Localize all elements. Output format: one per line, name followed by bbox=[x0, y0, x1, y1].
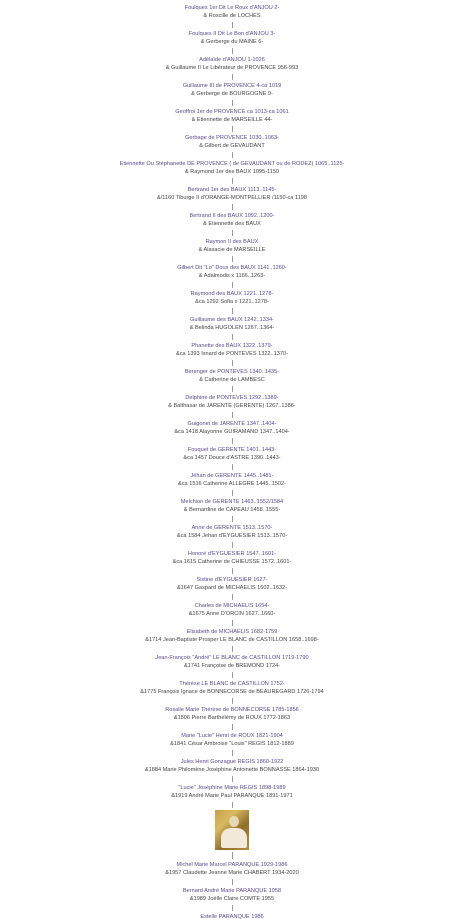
generation-block bbox=[0, 264, 464, 280]
descent-connector bbox=[232, 542, 233, 548]
ancestor-name-link[interactable]: Sixtine d'EYGUESIER 1627- bbox=[196, 577, 268, 583]
ancestor-name-link[interactable]: Honoré d'EYGUESIER 1547..1601- bbox=[187, 551, 277, 557]
descent-connector bbox=[232, 256, 233, 262]
generation-block bbox=[0, 680, 464, 696]
ancestor-name-link[interactable]: Anne de GERENTE 1513..1570- bbox=[191, 525, 273, 531]
generation-block bbox=[0, 861, 464, 877]
descent-connector bbox=[232, 905, 233, 911]
descent-connector bbox=[232, 724, 233, 730]
descent-connector bbox=[232, 672, 233, 678]
generation-block bbox=[0, 56, 464, 72]
spouse-line: &1989 Joëlle Claire COMTE 1955 bbox=[189, 896, 275, 902]
spouse-line: &ca 1615 Catherine de CHIEUSSE 1572..1601- bbox=[172, 559, 292, 565]
descent-connector bbox=[232, 48, 233, 54]
generation-block bbox=[0, 160, 464, 176]
ancestor-name-link[interactable]: Melchion de GERENTE 1463..1552/1584 bbox=[180, 499, 284, 505]
generation-block bbox=[0, 524, 464, 540]
generation-block bbox=[0, 394, 464, 410]
descent-connector bbox=[232, 490, 233, 496]
ancestor-name-link[interactable]: Adélaïde d'ANJOU 1-1026 bbox=[199, 57, 265, 63]
spouse-line: & Gerberge du MAINE 6- bbox=[200, 39, 264, 45]
generation-block bbox=[0, 472, 464, 488]
descent-connector bbox=[232, 126, 233, 132]
descent-connector bbox=[232, 776, 233, 782]
ancestor-name-link[interactable]: Fouquet de GERENTE 1401..1443- bbox=[187, 447, 277, 453]
spouse-line: & Belinda HUGOLEN 1267..1364- bbox=[189, 325, 275, 331]
descent-connector bbox=[232, 568, 233, 574]
descent-connector bbox=[232, 879, 233, 885]
spouse-line: & Balthasar de JARENTE (GERENTE) 1267..1386- bbox=[168, 403, 296, 409]
generation-block bbox=[0, 342, 464, 358]
generation-block bbox=[0, 784, 464, 800]
generation-block bbox=[0, 576, 464, 592]
spouse-line: &ca 1457 Douce d'ASTRE 1390..1443- bbox=[183, 455, 281, 461]
descent-connector bbox=[232, 334, 233, 340]
ancestor-name-link[interactable]: Bertrand 1er des BAUX 1113..1145- bbox=[187, 187, 277, 193]
descent-connector bbox=[232, 152, 233, 158]
spouse-line: & Gilbert de GEVAUDANT bbox=[199, 143, 265, 149]
ancestor-name-link[interactable]: Jéhan de GERENTE 1445..1481- bbox=[190, 473, 274, 479]
generation-block bbox=[0, 498, 464, 514]
descent-connector bbox=[232, 750, 233, 756]
descent-connector bbox=[232, 620, 233, 626]
descent-connector bbox=[232, 308, 233, 314]
ancestor-name-link[interactable]: Jean-François "André" LE BLANC de CASTILLON 1719-1790 bbox=[155, 655, 309, 661]
ancestor-name-link[interactable]: Michel Marie Marcel PARANQUE 1929-1986 bbox=[176, 862, 288, 868]
generation-block bbox=[0, 290, 464, 306]
generation-block bbox=[0, 706, 464, 722]
spouse-line: &ca 1418 Alayonne GUIRAMAND 1347..1404- bbox=[174, 429, 290, 435]
spouse-line: &ca 1516 Catherine ALLEGRE 1445..1502- bbox=[178, 481, 286, 487]
generation-block bbox=[0, 4, 464, 20]
spouse-line: & Raymond 1er des BAUX 1095-1150 bbox=[184, 169, 280, 175]
ancestor-name-link[interactable]: Guillaume des BAUX 1242..1334- bbox=[190, 317, 274, 323]
ancestor-name-link[interactable]: Delphine de PONTEVES 1292..1389- bbox=[185, 395, 279, 401]
spouse-line: &/1160 Tiburge II d'ORANGE-MONTPELLIER /1150-ca 1198 bbox=[157, 195, 307, 201]
ancestor-name-link[interactable]: "Lucie" Joséphine Marie REGIS 1898-1989 bbox=[178, 785, 286, 791]
ancestor-name-link[interactable]: Estelle PARANQUE 1986 bbox=[200, 914, 264, 920]
descent-connector bbox=[232, 464, 233, 470]
ancestor-name-link[interactable]: Raymond des BAUX 1221..1278- bbox=[190, 291, 274, 297]
spouse-line: &1775 François Ignace de BONNECORSE de BEAUREGARD 1726-1794 bbox=[140, 689, 324, 695]
spouse-line: & Etiennette des BAUX bbox=[203, 221, 261, 227]
descent-connector bbox=[232, 282, 233, 288]
descent-connector bbox=[232, 698, 233, 704]
descent-connector bbox=[232, 646, 233, 652]
ancestor-name-link[interactable]: Thérèse LE BLANC de CASTILLON 1752- bbox=[179, 681, 285, 687]
ancestor-name-link[interactable]: Phanette des BAUX 1322..1379- bbox=[191, 343, 273, 349]
spouse-line: &ca 1292 Sofia x 1221..1278- bbox=[195, 299, 269, 305]
spouse-line: & Adalmodis x 1166..1263- bbox=[198, 273, 266, 279]
spouse-line: &1741 Françoise de BREMOND 1724- bbox=[183, 663, 281, 669]
spouse-line: &1647 Gaspard de MICHAELIS 1602..1632- bbox=[176, 585, 288, 591]
generation-block bbox=[0, 186, 464, 202]
descent-connector bbox=[232, 852, 233, 859]
generation-block bbox=[0, 82, 464, 98]
ancestor-name-link[interactable]: Geoffroi 1er de PROVENCE ca 1013-ca 1061 bbox=[175, 109, 289, 115]
ancestor-name-link[interactable]: Guigonet de JARENTE 1347..1404- bbox=[187, 421, 277, 427]
ancestor-name-link[interactable]: Foulques II Dit Le Bon d'ANJOU 3- bbox=[188, 31, 276, 37]
generation-block bbox=[0, 134, 464, 150]
descent-connector bbox=[232, 438, 233, 444]
generation-block bbox=[0, 368, 464, 384]
spouse-line: &1806 Pierre Barthélémy de ROUX 1772-1863 bbox=[173, 715, 291, 721]
descent-connector bbox=[232, 74, 233, 80]
generation-block bbox=[0, 238, 464, 254]
spouse-line: &1714 Jean-Baptiste Prosper LE BLANC de CASTILLON 1658..1698- bbox=[145, 637, 319, 643]
portrait-body bbox=[221, 828, 247, 848]
spouse-line: &1884 Marie Philomène Joséphine Antoinette BONNASSE 1864-1930 bbox=[144, 767, 320, 773]
generation-block bbox=[0, 30, 464, 46]
generation-block bbox=[0, 654, 464, 670]
ancestor-name-link[interactable]: Berenger de PONTEVES 1340..1435- bbox=[184, 369, 280, 375]
generation-block bbox=[0, 602, 464, 618]
portrait-head bbox=[229, 816, 239, 827]
descent-connector bbox=[232, 22, 233, 28]
generation-block bbox=[0, 212, 464, 228]
ancestor-name-link[interactable]: Etiennette Ou Stéphanette DE PROVENCE ( de GEVAUDANT ou de RODEZ) 1065..1125- bbox=[119, 161, 345, 167]
ancestor-name-link[interactable]: Jules Henri Gonzague REGIS 1860-1922 bbox=[180, 759, 284, 765]
ancestor-name-link[interactable]: Elisabeth de MICHAELIS 1682-1759 bbox=[186, 629, 278, 635]
descent-connector bbox=[232, 230, 233, 236]
portrait-photo[interactable] bbox=[215, 810, 249, 850]
generation-block bbox=[0, 758, 464, 774]
spouse-line: & Alasacie de MARSEILLE bbox=[198, 247, 266, 253]
generation-block bbox=[0, 887, 464, 903]
ancestor-name-link[interactable]: Raymon II des BAUX bbox=[205, 239, 259, 245]
spouse-line: &1957 Claudette Jeanne Marie CHABERT 1934-2020 bbox=[165, 870, 299, 876]
ancestor-name-link[interactable]: Bertrand II des BAUX 1092..1200- bbox=[189, 213, 275, 219]
spouse-line: &ca 1393 Isnard de PONTEVES 1322..1370- bbox=[176, 351, 288, 357]
descent-connector bbox=[232, 516, 233, 522]
generation-block bbox=[0, 913, 464, 921]
spouse-line: & Roscille de LOCHES bbox=[203, 13, 261, 19]
spouse-line: &1919 André Marie Paul PARANQUE 1891-1971 bbox=[171, 793, 293, 799]
descent-connector bbox=[232, 100, 233, 106]
spouse-line: &1675 Anne D'ORCIN 1627..1660- bbox=[188, 611, 276, 617]
descent-connector bbox=[232, 204, 233, 210]
generation-block bbox=[0, 446, 464, 462]
ancestor-name-link[interactable]: Charles de MICHAELIS 1654- bbox=[194, 603, 270, 609]
ancestor-name-link[interactable]: Bernard André Marie PARANQUE 1958 bbox=[182, 888, 282, 894]
ancestor-name-link[interactable]: Gerbage de PROVENCE 1030..1063- bbox=[185, 135, 279, 141]
spouse-line: & Guillaume II Le Libérateur de PROVENCE 956-993 bbox=[165, 65, 299, 71]
descent-connector bbox=[232, 386, 233, 392]
ancestor-name-link[interactable]: Marie "Lucie" Henri de ROUX 1821-1904 bbox=[181, 733, 283, 739]
generation-block bbox=[0, 420, 464, 436]
ancestry-chain bbox=[0, 4, 464, 921]
generation-block bbox=[0, 732, 464, 748]
ancestor-name-link[interactable]: Foulques 1er Dit Le Roux d'ANJOU 2- bbox=[184, 5, 280, 11]
descent-connector bbox=[232, 360, 233, 366]
spouse-line: & Gerberge de BOURGOGNE 9- bbox=[191, 91, 273, 97]
ancestor-name-link[interactable]: Guillaume III de PROVENCE 4-ca 1019 bbox=[182, 83, 282, 89]
generation-block bbox=[0, 108, 464, 124]
descent-connector bbox=[232, 802, 233, 808]
descent-connector bbox=[232, 594, 233, 600]
spouse-line: & Bernardine de CAPEAU 1458..1555- bbox=[183, 507, 281, 513]
generation-block bbox=[0, 316, 464, 332]
descent-connector bbox=[232, 178, 233, 184]
ancestor-name-link[interactable]: Rosalie Marie Thérèse de BONNECORSE 1785-1856 bbox=[165, 707, 299, 713]
spouse-line: &ca 1584 Jehan d'EYGUESIER 1513..1570- bbox=[176, 533, 288, 539]
descent-connector bbox=[232, 412, 233, 418]
spouse-line: &1841 César Ambroise "Louis" REGIS 1812-1889 bbox=[170, 741, 294, 747]
generation-block bbox=[0, 550, 464, 566]
generation-block bbox=[0, 628, 464, 644]
spouse-line: & Catherine de LAMBESC bbox=[199, 377, 265, 383]
spouse-line: & Etiennette de MARSEILLE 44- bbox=[191, 117, 273, 123]
ancestor-name-link[interactable]: Gilbert Dit "Lo" Dous des BAUX 1141..1260- bbox=[177, 265, 287, 271]
